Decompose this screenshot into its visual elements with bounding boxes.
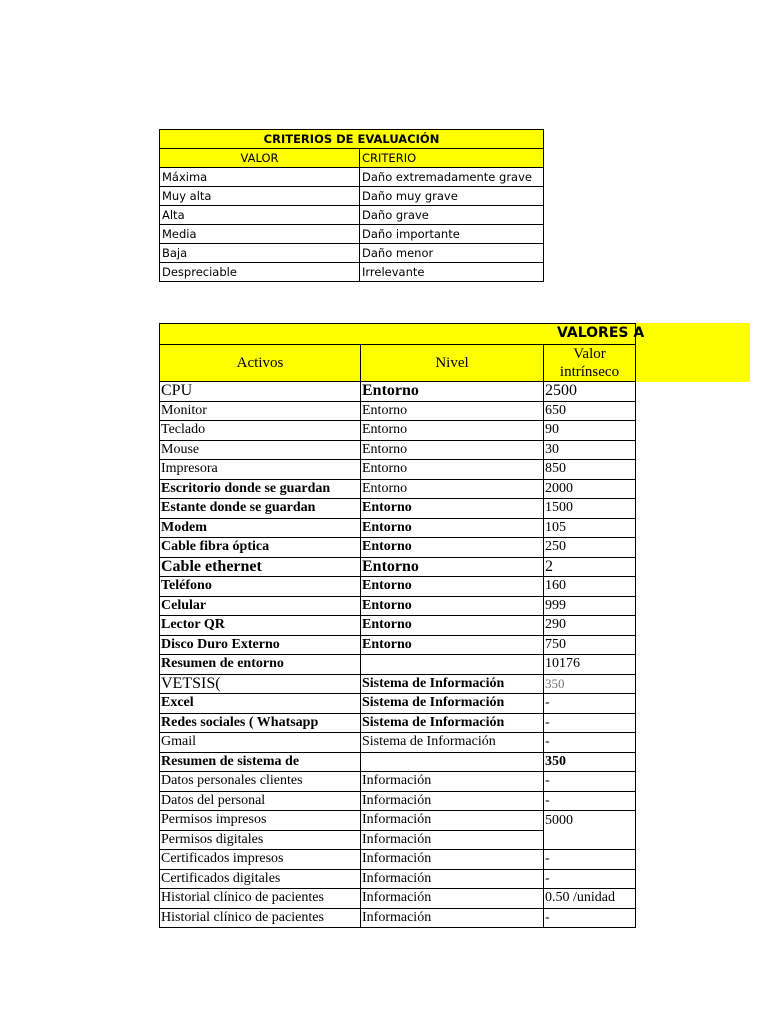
activo-cell: VETSIS( [160, 674, 361, 694]
criteria-criterio-cell: Daño menor [360, 244, 544, 263]
values-row [160, 830, 636, 850]
valor-cell: - [544, 908, 636, 928]
criteria-criterio-cell: Daño muy grave [360, 187, 544, 206]
values-row [160, 811, 636, 831]
values-title: VALORES A [557, 325, 645, 341]
nivel-cell: Información [361, 908, 544, 928]
valor-cell: 105 [544, 518, 636, 538]
valor-cell: 160 [544, 577, 636, 597]
values-row [160, 382, 636, 402]
nivel-cell: Sistema de Información [361, 694, 544, 714]
nivel-cell [361, 752, 544, 772]
activo-cell: Redes sociales ( Whatsapp [160, 713, 361, 733]
valor-cell: - [544, 694, 636, 714]
values-row [160, 674, 636, 694]
values-row [160, 869, 636, 889]
activo-cell: Disco Duro Externo [160, 635, 361, 655]
valor-cell: 5000 [544, 811, 636, 831]
valor-cell: - [544, 713, 636, 733]
criteria-valor-cell: Despreciable [160, 263, 360, 282]
criteria-row [160, 168, 544, 187]
nivel-cell: Información [361, 830, 544, 850]
nivel-cell: Entorno [361, 440, 544, 460]
activo-cell: Cable fibra óptica [160, 538, 361, 558]
activo-cell: Estante donde se guardan [160, 499, 361, 519]
nivel-cell: Información [361, 791, 544, 811]
valor-cell: - [544, 850, 636, 870]
activo-cell: Historial clínico de pacientes [160, 889, 361, 909]
criteria-criterio-cell: Daño grave [360, 206, 544, 225]
values-table [159, 323, 636, 928]
nivel-cell: Entorno [361, 421, 544, 441]
nivel-cell [361, 655, 544, 675]
nivel-cell: Información [361, 811, 544, 831]
valor-cell [544, 830, 636, 850]
valor-cell: 250 [544, 538, 636, 558]
criteria-valor-cell: Baja [160, 244, 360, 263]
values-row [160, 733, 636, 753]
values-row [160, 596, 636, 616]
values-row [160, 479, 636, 499]
criteria-criterio-cell: Daño extremadamente grave [360, 168, 544, 187]
activo-cell: Certificados digitales [160, 869, 361, 889]
activo-cell: Certificados impresos [160, 850, 361, 870]
valor-cell: 2000 [544, 479, 636, 499]
values-row [160, 694, 636, 714]
valor-cell: 2 [544, 557, 636, 577]
criteria-criterio-cell: Daño importante [360, 225, 544, 244]
valor-cell: 750 [544, 635, 636, 655]
activo-cell: Modem [160, 518, 361, 538]
criteria-valor-cell: Máxima [160, 168, 360, 187]
criteria-row [160, 187, 544, 206]
valor-cell: 0.50 /unidad [544, 889, 636, 909]
nivel-cell: Sistema de Información [361, 713, 544, 733]
criteria-header-criterio: CRITERIO [360, 149, 544, 168]
activo-cell: Datos del personal [160, 791, 361, 811]
activo-cell: Cable ethernet [160, 557, 361, 577]
header-nivel: Nivel [361, 345, 544, 382]
values-row [160, 440, 636, 460]
nivel-cell: Entorno [361, 616, 544, 636]
activo-cell: Monitor [160, 401, 361, 421]
activo-cell: CPU [160, 382, 361, 402]
values-row [160, 713, 636, 733]
nivel-cell: Información [361, 850, 544, 870]
activo-cell: Datos personales clientes [160, 772, 361, 792]
criteria-row [160, 206, 544, 225]
values-row [160, 889, 636, 909]
activo-cell: Permisos impresos [160, 811, 361, 831]
activo-cell: Lector QR [160, 616, 361, 636]
nivel-cell: Entorno [361, 401, 544, 421]
criteria-criterio-cell: Irrelevante [360, 263, 544, 282]
nivel-cell: Entorno [361, 596, 544, 616]
nivel-cell: Entorno [361, 538, 544, 558]
valor-cell: 30 [544, 440, 636, 460]
nivel-cell: Entorno [361, 557, 544, 577]
values-row [160, 518, 636, 538]
nivel-cell: Información [361, 772, 544, 792]
criteria-header-valor: VALOR [160, 149, 360, 168]
activo-cell: Resumen de entorno [160, 655, 361, 675]
header-valor-intrinseco: Valor intrínseco [544, 345, 636, 382]
nivel-cell: Entorno [361, 499, 544, 519]
values-row [160, 791, 636, 811]
valor-cell: 2500 [544, 382, 636, 402]
values-row [160, 772, 636, 792]
activo-cell: Permisos digitales [160, 830, 361, 850]
values-row [160, 752, 636, 772]
nivel-cell: Entorno [361, 382, 544, 402]
activo-cell: Gmail [160, 733, 361, 753]
values-row [160, 850, 636, 870]
values-row [160, 460, 636, 480]
values-row [160, 557, 636, 577]
criteria-row [160, 225, 544, 244]
valor-cell: 999 [544, 596, 636, 616]
valor-cell: 650 [544, 401, 636, 421]
activo-cell: Mouse [160, 440, 361, 460]
criteria-valor-cell: Media [160, 225, 360, 244]
nivel-cell: Entorno [361, 460, 544, 480]
values-row [160, 616, 636, 636]
valor-cell: - [544, 733, 636, 753]
valor-cell: 850 [544, 460, 636, 480]
criteria-table [159, 129, 544, 282]
nivel-cell: Entorno [361, 479, 544, 499]
nivel-cell: Información [361, 889, 544, 909]
values-row [160, 538, 636, 558]
nivel-cell: Sistema de Información [361, 674, 544, 694]
valor-cell: 350 [544, 752, 636, 772]
valor-cell: 1500 [544, 499, 636, 519]
values-row [160, 421, 636, 441]
header-activos: Activos [160, 345, 361, 382]
nivel-cell: Información [361, 869, 544, 889]
valor-cell: 10176 [544, 655, 636, 675]
criteria-row [160, 263, 544, 282]
criteria-valor-cell: Alta [160, 206, 360, 225]
valor-cell: - [544, 791, 636, 811]
nivel-cell: Entorno [361, 518, 544, 538]
valor-cell: 90 [544, 421, 636, 441]
activo-cell: Escritorio donde se guardan [160, 479, 361, 499]
criteria-valor-cell: Muy alta [160, 187, 360, 206]
activo-cell: Impresora [160, 460, 361, 480]
values-row [160, 577, 636, 597]
valor-cell: 350 [544, 674, 636, 694]
values-row [160, 655, 636, 675]
values-row [160, 499, 636, 519]
activo-cell: Historial clínico de pacientes [160, 908, 361, 928]
values-row [160, 908, 636, 928]
valor-cell: - [544, 772, 636, 792]
values-top-row [160, 324, 636, 345]
nivel-cell: Entorno [361, 635, 544, 655]
criteria-title: CRITERIOS DE EVALUACIÓN [160, 130, 544, 149]
valor-cell: 290 [544, 616, 636, 636]
valor-cell: - [544, 869, 636, 889]
nivel-cell: Sistema de Información [361, 733, 544, 753]
values-row [160, 635, 636, 655]
activo-cell: Resumen de sistema de [160, 752, 361, 772]
values-row [160, 401, 636, 421]
nivel-cell: Entorno [361, 577, 544, 597]
criteria-row [160, 244, 544, 263]
activo-cell: Teclado [160, 421, 361, 441]
activo-cell: Excel [160, 694, 361, 714]
activo-cell: Teléfono [160, 577, 361, 597]
activo-cell: Celular [160, 596, 361, 616]
